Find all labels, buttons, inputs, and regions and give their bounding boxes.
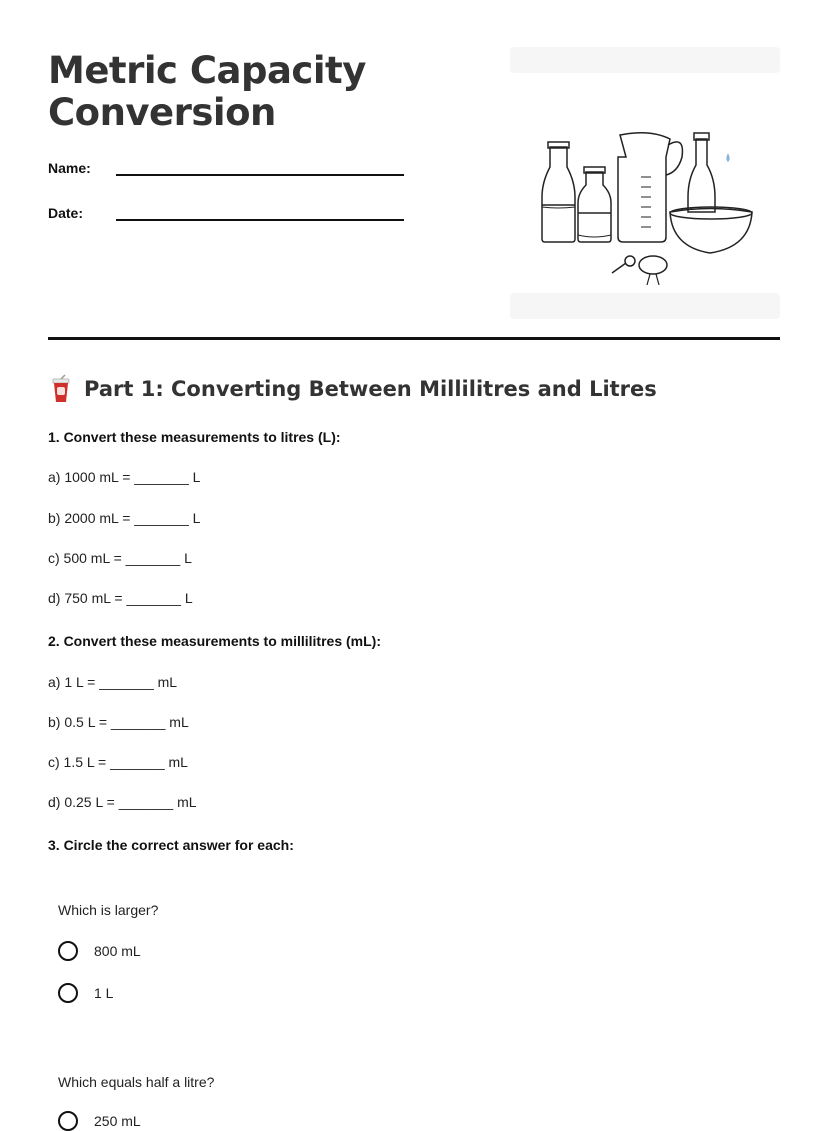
part1-heading-text: Part 1: Converting Between Millilitres and Litres bbox=[84, 377, 657, 401]
name-line[interactable] bbox=[116, 160, 404, 176]
worksheet-title: Metric Capacity Conversion bbox=[48, 49, 366, 134]
part1-heading bbox=[48, 374, 657, 404]
q2-item-b: b) 0.5 L = _______ mL bbox=[48, 714, 189, 730]
mc1-option-2[interactable] bbox=[58, 983, 113, 1003]
date-line[interactable] bbox=[116, 205, 404, 221]
q1-item-a: a) 1000 mL = _______ L bbox=[48, 469, 201, 485]
question-1-heading: 1. Convert these measurements to litres (L): bbox=[48, 429, 341, 445]
date-field[interactable] bbox=[48, 205, 404, 221]
drink-cup-icon bbox=[48, 374, 74, 404]
mc-question-2: Which equals half a litre? bbox=[58, 1074, 215, 1090]
q2-item-d: d) 0.25 L = _______ mL bbox=[48, 794, 197, 810]
q2-item-a: a) 1 L = _______ mL bbox=[48, 674, 178, 690]
name-field[interactable] bbox=[48, 160, 404, 176]
date-label: Date: bbox=[48, 205, 84, 221]
mc-question-1: Which is larger? bbox=[58, 902, 159, 918]
q2-item-c: c) 1.5 L = _______ mL bbox=[48, 754, 188, 770]
question-2-heading: 2. Convert these measurements to millilitres (mL): bbox=[48, 633, 381, 649]
q1-item-c: c) 500 mL = _______ L bbox=[48, 550, 192, 566]
q1-item-d: d) 750 mL = _______ L bbox=[48, 590, 193, 606]
option-label: 800 mL bbox=[94, 943, 141, 959]
option-label: 1 L bbox=[94, 985, 114, 1001]
mc2-option-1[interactable] bbox=[58, 1111, 141, 1131]
containers-illustration-icon bbox=[510, 47, 780, 319]
radio-circle[interactable] bbox=[58, 1111, 78, 1131]
option-label: 250 mL bbox=[94, 1113, 141, 1129]
mc1-option-1[interactable] bbox=[58, 941, 141, 961]
q1-item-b: b) 2000 mL = _______ L bbox=[48, 510, 201, 526]
radio-circle[interactable] bbox=[58, 983, 78, 1003]
radio-circle[interactable] bbox=[58, 941, 78, 961]
section-divider bbox=[48, 337, 780, 340]
name-label: Name: bbox=[48, 160, 91, 176]
question-3-heading: 3. Circle the correct answer for each: bbox=[48, 837, 294, 853]
